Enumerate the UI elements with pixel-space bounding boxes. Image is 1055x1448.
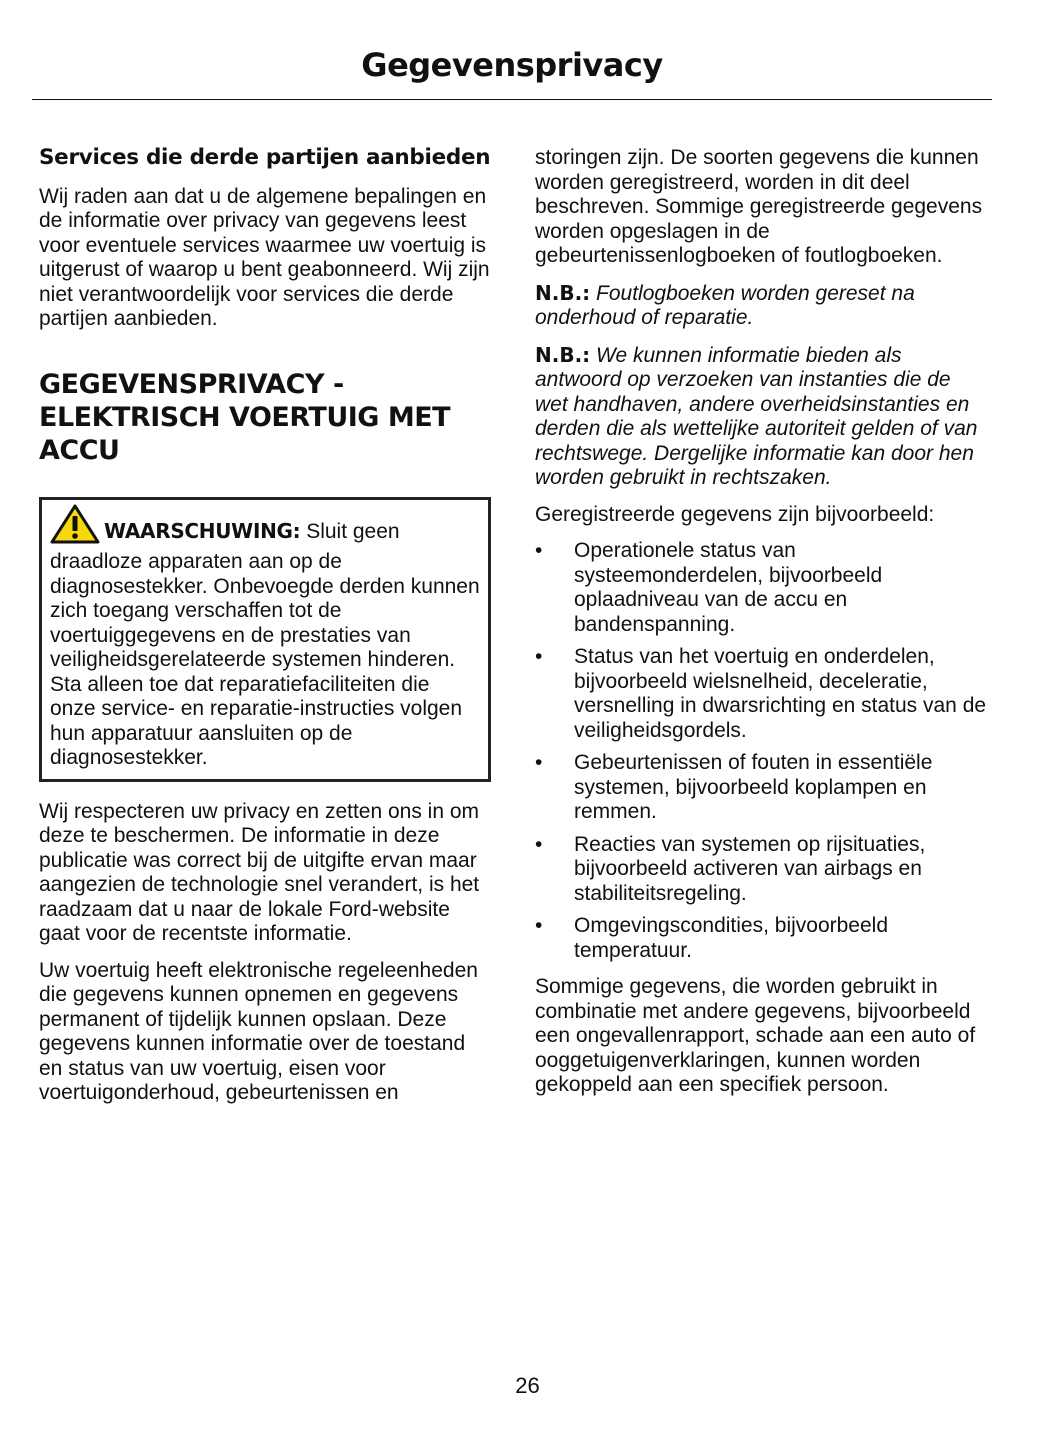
bullet-icon: • [535, 751, 543, 774]
page-number: 26 [515, 1373, 540, 1398]
bullet-icon: • [535, 914, 543, 937]
services-paragraph: Wij raden aan dat u de algemene bepalingen en de informatie over privacy van gegevens leest voor eventuele services waarmee uw voertuig is uitgerust of waarop u bent geabonneerd. Wij zijn niet verantwoordelijk voor services die derde partijen aanbieden. [39, 184, 490, 330]
page-header [32, 40, 992, 100]
modules-paragraph: Uw voertuig heeft elektronische regeleenheden die gegevens kunnen opnemen en gegevens permanent of tijdelijk kunnen opslaan. Deze gegevens kunnen informatie over de toestand en status van uw voertuig, eisen voor voertuigonderhoud, gebeurtenissen en [39, 958, 478, 1104]
warning-box [39, 497, 491, 782]
note-text: Foutlogboeken worden gereset na onderhoud of reparatie. [535, 281, 915, 329]
warning-triangle-icon [50, 504, 100, 551]
note-label: N.B.: [535, 342, 591, 367]
section-heading: GEGEVENSPRIVACY - ELEKTRISCH VOERTUIG MET ACCU [39, 368, 451, 466]
bullet-icon: • [535, 645, 543, 668]
warning-label: WAARSCHUWING: [104, 518, 301, 543]
page-title: Gegevensprivacy [361, 46, 663, 84]
note-reset [535, 281, 987, 331]
privacy-paragraph: Wij respecteren uw privacy en zetten ons in om deze te beschermen. De informatie in deze publicatie was correct bij de uitgifte ervan maar aangezien de technologie snel verandert, is het raadzaam dat u naar de lokale Ford-website gaat voor de recentste informatie. [39, 799, 480, 945]
closing-paragraph: Sommige gegevens, die worden gebruikt in combinatie met andere gegevens, bijvoorbeeld een ongevallenrapport, schade aan een auto of ooggetuigenverklaringen, kunnen worden gekoppeld aan een specifiek persoon. [535, 975, 976, 1096]
list-item: • Gebeurtenissen of fouten in essentiële systemen, bijvoorbeeld koplampen en remmen. [535, 751, 933, 823]
list-item: • Omgevingscondities, bijvoorbeeld temperatuur. [535, 914, 889, 962]
list-item: • Operationele status van systeemonderdelen, bijvoorbeeld oplaadniveau van de accu en bandenspanning. [535, 539, 883, 636]
note-text: We kunnen informatie bieden als antwoord op verzoeken van instanties die de wet handhaven, andere overheidsinstanties en derden die als wettelijke autoriteit gelden of van rechtswege. Dergelijke informatie kan door hen worden gebruikt in rechtszaken. [535, 343, 978, 489]
note-label: N.B.: [535, 280, 591, 305]
recorded-data-list [535, 539, 987, 963]
list-intro: Geregistreerde gegevens zijn bijvoorbeeld: [535, 502, 935, 526]
right-column [535, 146, 987, 1110]
list-item: • Status van het voertuig en onderdelen, bijvoorbeeld wielsnelheid, deceleratie, versnelling in dwarsrichting en status van de veiligheidsgordels. [535, 645, 987, 742]
continued-paragraph: storingen zijn. De soorten gegevens die kunnen worden geregistreerd, worden in dit deel beschreven. Sommige geregistreerde gegevens worden opgeslagen in de gebeurtenissenlogboeken of foutlogboeken. [535, 146, 983, 267]
warning-text: Sluit geen draadloze apparaten aan op de diagnosestekker. Onbevoegde derden kunnen zich toegang verschaffen tot de voertuiggegevens en de prestaties van veiligheidsgerelateerde systemen hinderen. Sta alleen toe dat reparatiefaciliteiten die onze service- en reparatie-instructies volgen hun apparatuur aansluiten op de diagnosestekker. [50, 519, 480, 769]
warning-paragraph [50, 504, 480, 771]
services-heading: Services die derde partijen aanbieden [39, 145, 491, 170]
bullet-icon: • [535, 832, 543, 856]
note-authorities [535, 343, 987, 491]
list-item: • Reacties van systemen op rijsituaties, bijvoorbeeld activeren van airbags en stabiliteitsregeling. [535, 832, 926, 905]
left-column [39, 146, 491, 1118]
bullet-icon: • [535, 539, 543, 562]
